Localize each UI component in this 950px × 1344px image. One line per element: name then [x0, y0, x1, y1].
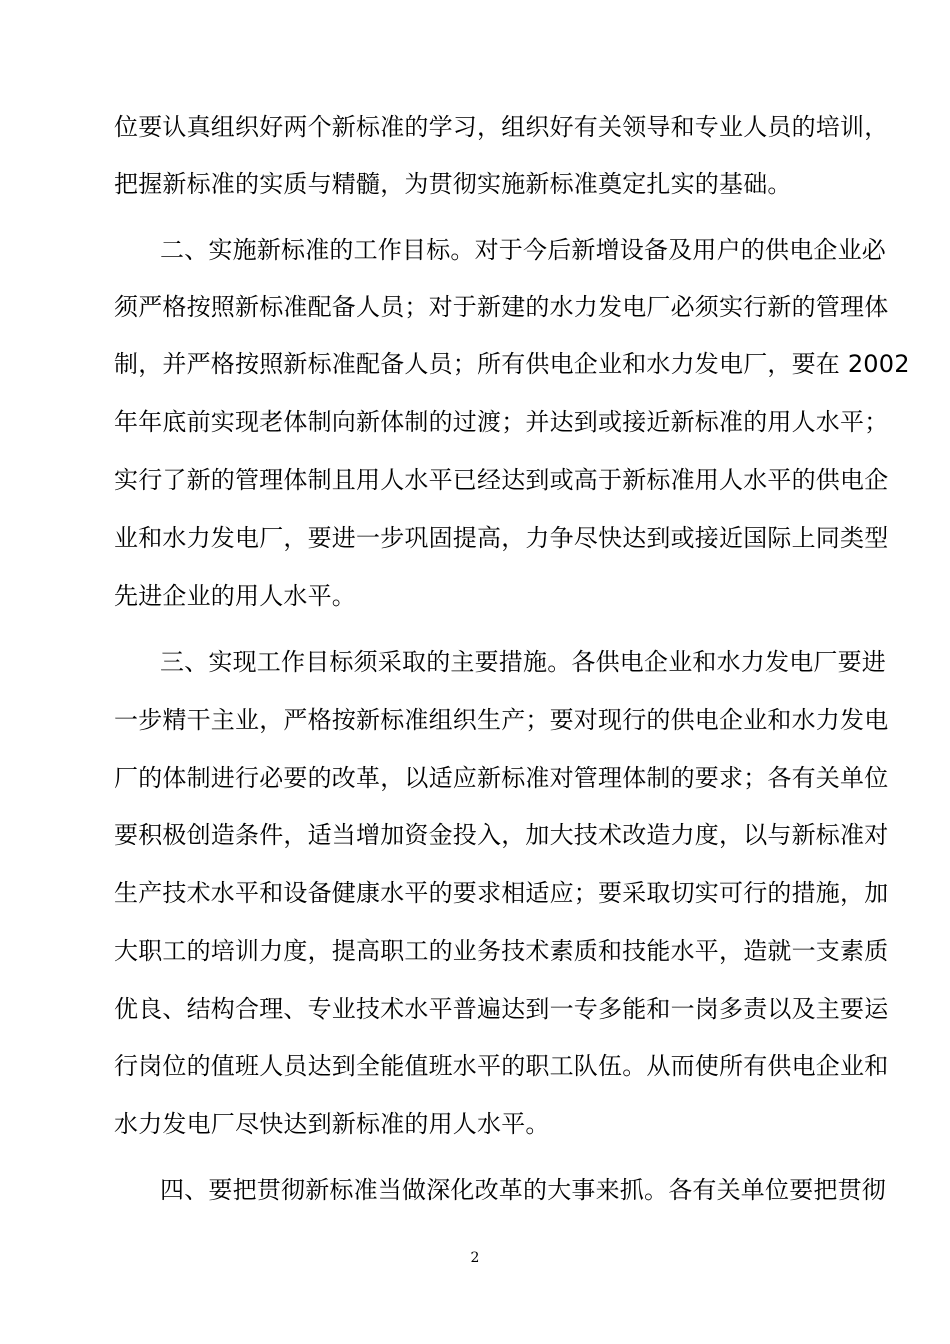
text-line: 大职工的培训力度，提高职工的业务技术素质和技能水平，造就一支素质	[114, 937, 889, 965]
text-line: 把握新标准的实质与精髓，为贯彻实施新标准奠定扎实的基础。	[114, 170, 792, 198]
paragraph-start-line: 二、实施新标准的工作目标。对于今后新增设备及用户的供电企业必	[160, 236, 886, 264]
text-line: 厂的体制进行必要的改革，以适应新标准对管理体制的要求；各有关单位	[114, 764, 889, 792]
paragraph-start-line: 三、实现工作目标须采取的主要措施。各供电企业和水力发电厂要进	[160, 648, 886, 676]
text-line: 行岗位的值班人员达到全能值班水平的职工队伍。从而使所有供电企业和	[114, 1052, 889, 1080]
paragraph-start-line: 四、要把贯彻新标准当做深化改革的大事来抓。各有关单位要把贯彻	[160, 1176, 886, 1204]
text-line: 制，并严格按照新标准配备人员；所有供电企业和水力发电厂，要在 2002	[114, 350, 910, 378]
text-line: 年年底前实现老体制向新体制的过渡；并达到或接近新标准的用人水平；	[114, 408, 889, 436]
text-line: 要积极创造条件，适当增加资金投入，加大技术改造力度，以与新标准对	[114, 821, 889, 849]
text-line: 一步精干主业，严格按新标准组织生产；要对现行的供电企业和水力发电	[114, 706, 889, 734]
text-line: 实行了新的管理体制且用人水平已经达到或高于新标准用人水平的供电企	[114, 466, 889, 494]
text-line: 先进企业的用人水平。	[114, 582, 356, 610]
text-line: 优良、结构合理、专业技术水平普遍达到一专多能和一岗多责以及主要运	[114, 995, 889, 1023]
text-line: 水力发电厂尽快达到新标准的用人水平。	[114, 1110, 550, 1138]
text-line: 须严格按照新标准配备人员；对于新建的水力发电厂必须实行新的管理体	[114, 293, 889, 321]
page-number: 2	[470, 1250, 480, 1266]
text-line: 业和水力发电厂，要进一步巩固提高，力争尽快达到或接近国际上同类型	[114, 524, 889, 552]
text-line: 生产技术水平和设备健康水平的要求相适应；要采取切实可行的措施，加	[114, 879, 889, 907]
text-line: 位要认真组织好两个新标准的学习，组织好有关领导和专业人员的培训，	[114, 113, 889, 141]
